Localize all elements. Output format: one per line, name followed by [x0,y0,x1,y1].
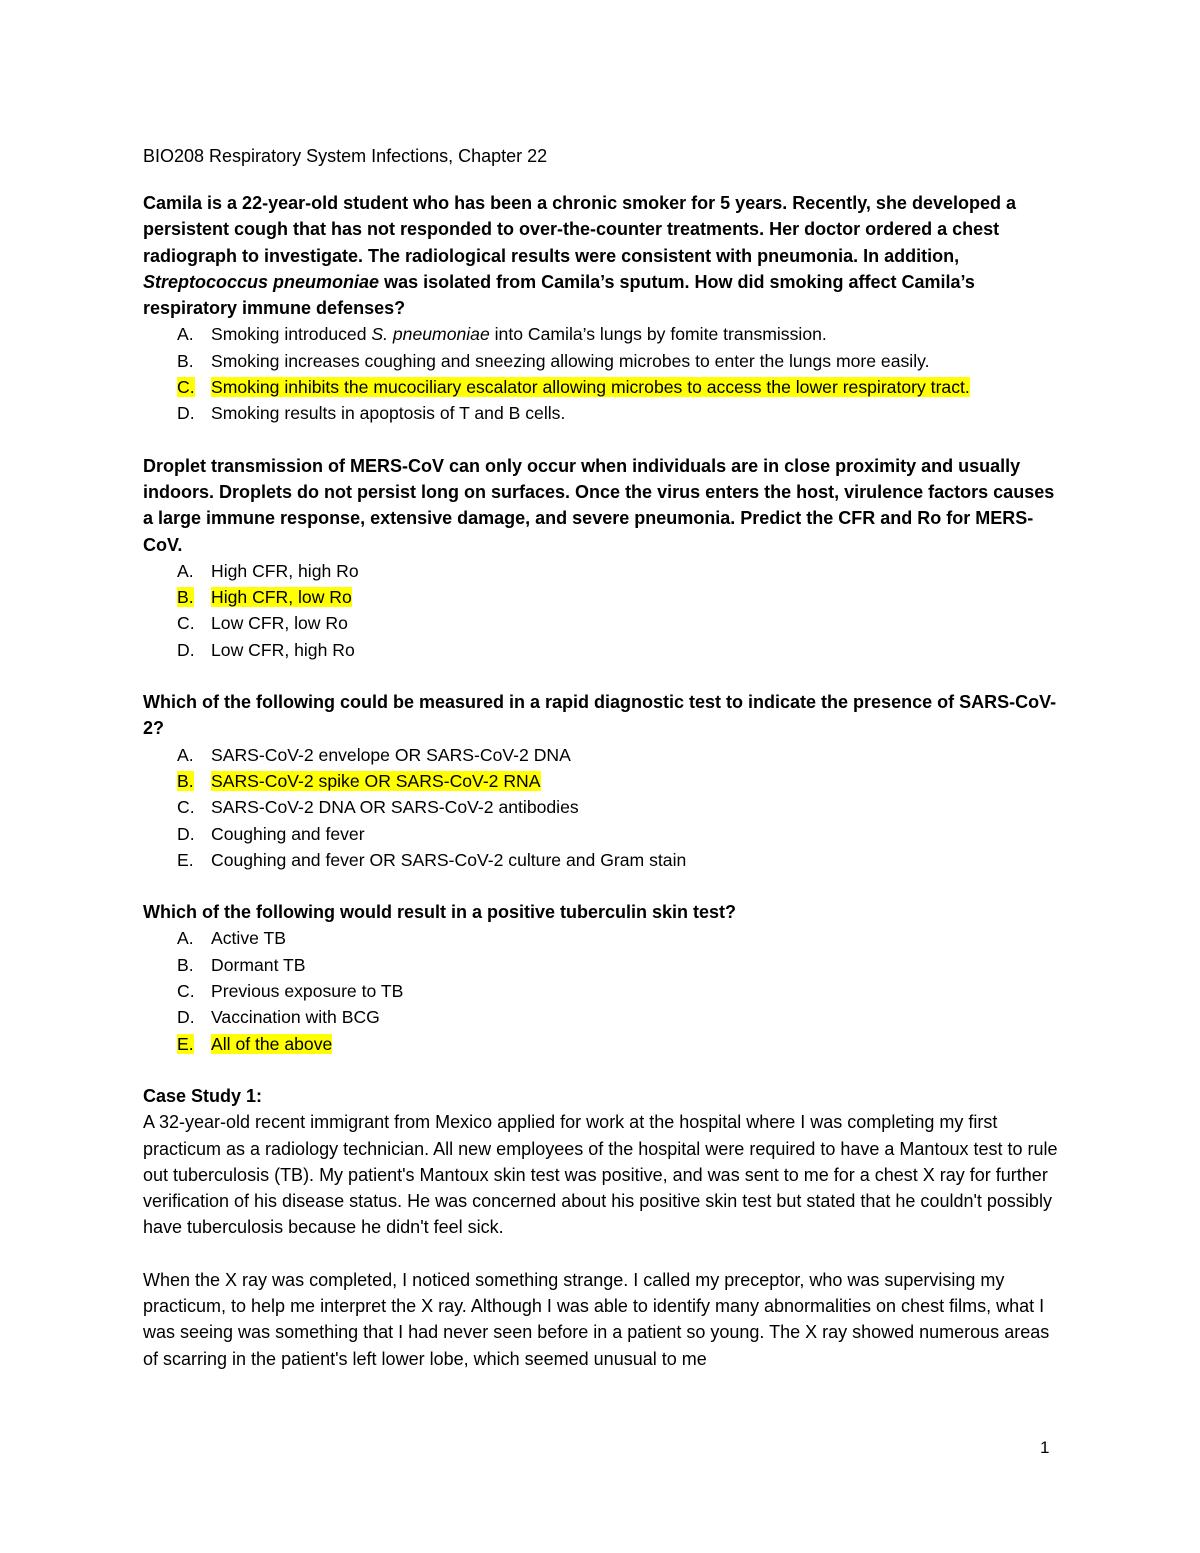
case-study-paragraph: When the X ray was completed, I noticed something strange. I called my preceptor, who was supervising my practicum, to help me interpret the X ray. Although I was able to identify many abnormalities on chest films, what I was seeing was something that I had never seen before in a patient so young. The X ray showed numerous areas of scarring in the patient's left lower lobe, which seemed unusual to me [143,1269,1050,1369]
option-text [211,400,1060,426]
option-plain-text: High CFR, low Ro [211,587,352,608]
option-letter-text: B. [177,587,194,608]
question-block [143,453,1060,663]
option-plain-text: All of the above [211,1033,333,1054]
option-text-run [211,613,348,633]
option-text-run [211,324,827,344]
option-letter-text: A. [177,324,194,345]
option-text-run [211,850,686,870]
option-letter-text: D. [177,403,195,424]
option-letter-text: E. [177,849,194,870]
option-text-run [211,403,565,423]
option-letter-text: D. [177,1007,195,1028]
question-block [143,899,1060,1057]
answer-option [143,952,1060,978]
option-plain-text: Low CFR, high Ro [211,639,355,660]
option-text [211,610,1060,636]
option-text-run [211,745,571,765]
option-plain-text: Vaccination with BCG [211,1007,380,1028]
option-text-run [211,824,365,844]
option-plain-text: Previous exposure to TB [211,981,404,1002]
option-text [211,952,1060,978]
answer-options [143,742,1060,873]
question-stem [143,453,1060,558]
option-text-run [211,928,286,948]
answer-options [143,558,1060,663]
case-study-paragraph: A 32-year-old recent immigrant from Mexico applied for work at the hospital where I was completing my first practicum as a radiology technician. All new employees of the hospital were required to have a Mantoux test to rule out tuberculosis (TB). My patient's Mantoux skin test was positive, and was sent to me for a chest X ray for further verification of his disease status. He was concerned about his positive skin test but stated that he couldn't possibly have tuberculosis because he didn't feel sick. [143,1112,1058,1238]
answer-option [143,925,1060,951]
option-text [211,348,1060,374]
answer-option [143,794,1060,820]
option-text [211,821,1060,847]
option-text [211,558,1060,584]
answer-option [143,348,1060,374]
option-text-run [211,561,359,581]
answer-option [143,1004,1060,1030]
option-text-run [211,377,970,397]
option-text-run [211,640,355,660]
option-text [211,1004,1060,1030]
option-text [211,925,1060,951]
option-letter [143,768,211,794]
answer-option [143,742,1060,768]
option-text-run [211,1034,332,1054]
option-letter-text: B. [177,954,194,975]
option-letter [143,321,211,347]
option-letter [143,925,211,951]
option-text-run [211,1007,380,1027]
option-text-highlighted [211,1031,1060,1057]
option-plain-text: SARS-CoV-2 DNA OR SARS-CoV-2 antibodies [211,797,579,818]
option-letter-text: C. [177,797,195,818]
answer-option [143,847,1060,873]
option-letter-text: B. [177,770,194,791]
option-letter [143,400,211,426]
option-letter [143,1004,211,1030]
case-study-title: Case Study 1: [143,1085,263,1106]
question-stem-text: was isolated from Camila’s sputum. How did smoking affect Camila’s respiratory immune defenses? [143,271,975,319]
option-italic-text: S. pneumoniae [371,324,490,345]
option-letter-text: C. [177,613,195,634]
answer-option [143,1031,1060,1057]
question-stem-text: Droplet transmission of MERS-CoV can only occur when individuals are in close proximity and usually indoors. Droplets do not persist long on surfaces. Once the virus enters the host, virulence factors causes a large immune response, extensive damage, and severe pneumonia. Predict the CFR and Ro for MERS-CoV. [143,455,1055,555]
option-letter [143,847,211,873]
option-plain-text: Smoking introduced [211,324,372,345]
option-text-highlighted [211,374,1060,400]
answer-option [143,637,1060,663]
option-plain-text: Dormant TB [211,954,306,975]
option-text-run [211,797,579,817]
option-letter-text: C. [177,981,195,1002]
option-plain-text: SARS-CoV-2 spike OR SARS-CoV-2 RNA [211,770,541,791]
document-title: BIO208 Respiratory System Infections, Chapter 22 [143,146,548,166]
page-number: 1 [1040,1438,1050,1457]
option-letter [143,374,211,400]
answer-option [143,400,1060,426]
answer-option [143,558,1060,584]
option-plain-text: Low CFR, low Ro [211,613,348,634]
option-letter [143,558,211,584]
question-stem-text: Which of the following could be measured in a rapid diagnostic test to indicate the presence of SARS-CoV-2? [143,692,1057,739]
option-text-highlighted [211,584,1060,610]
answer-options [143,321,1060,426]
option-letter-text: E. [177,1033,194,1054]
option-text [211,847,1060,873]
option-plain-text: Smoking increases coughing and sneezing allowing microbes to enter the lungs more easily. [211,350,930,371]
option-plain-text: Smoking results in apoptosis of T and B cells. [211,403,566,424]
answer-options [143,925,1060,1056]
question-stem-text: Camila is a 22-year-old student who has been a chronic smoker for 5 years. Recently, she developed a persistent cough that has not responded to over-the-counter treatments. Her doctor ordered a chest radiograph to investigate. The radiological results were consistent with pneumonia. In addition, [143,193,1016,266]
option-text [211,742,1060,768]
option-letter-text: D. [177,639,195,660]
option-text-highlighted [211,768,1060,794]
option-letter-text: B. [177,350,194,371]
answer-option [143,821,1060,847]
question-block [143,689,1060,873]
option-plain-text: Coughing and fever [211,823,365,844]
option-letter-text: D. [177,823,195,844]
option-letter [143,348,211,374]
answer-option [143,610,1060,636]
option-text-run [211,587,352,607]
option-plain-text: SARS-CoV-2 envelope OR SARS-CoV-2 DNA [211,744,571,765]
option-text [211,321,1060,347]
option-letter [143,978,211,1004]
question-stem [143,689,1060,742]
answer-option [143,321,1060,347]
option-letter [143,637,211,663]
option-letter-text: C. [177,377,195,398]
option-letter [143,952,211,978]
answer-option [143,374,1060,400]
answer-option [143,768,1060,794]
option-text-run [211,981,403,1001]
option-letter [143,1031,211,1057]
option-letter [143,742,211,768]
option-letter [143,610,211,636]
option-letter [143,794,211,820]
answer-option [143,978,1060,1004]
answer-option [143,584,1060,610]
question-stem-italic-text: Streptococcus pneumoniae [143,271,380,292]
question-stem [143,899,1060,925]
option-letter-text: A. [177,744,194,765]
case-study [143,1083,1060,1372]
option-text [211,794,1060,820]
option-letter-text: A. [177,560,194,581]
option-letter-text: A. [177,928,194,949]
question-stem [143,190,1060,321]
question-stem-text: Which of the following would result in a positive tuberculin skin test? [143,902,737,923]
option-plain-text: Active TB [211,928,286,949]
question-list [143,190,1060,1057]
option-letter [143,821,211,847]
option-letter [143,584,211,610]
option-plain-text: Coughing and fever OR SARS-CoV-2 culture and Gram stain [211,849,687,870]
option-text-run [211,771,541,791]
option-text-run [211,955,306,975]
option-plain-text: Smoking inhibits the mucociliary escalator allowing microbes to access the lower respiratory tract. [211,377,970,398]
option-text [211,637,1060,663]
option-text-run [211,351,929,371]
option-plain-text: High CFR, high Ro [211,560,359,581]
option-text [211,978,1060,1004]
question-block [143,190,1060,427]
option-plain-text: into Camila’s lungs by fomite transmission. [489,324,827,345]
